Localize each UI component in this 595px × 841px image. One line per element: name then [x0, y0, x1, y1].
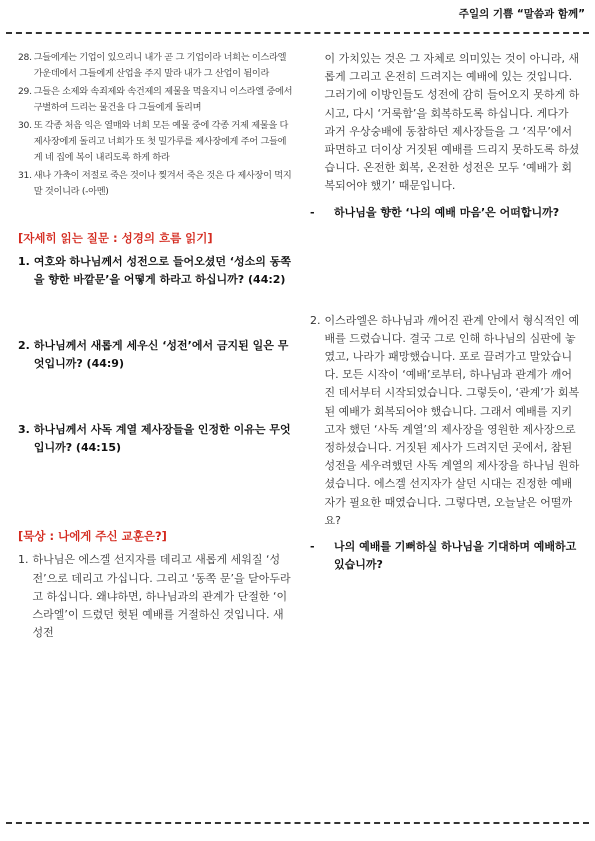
meditation-item-text: 이 가치있는 것은 그 자체로 의미있는 것이 아니라, 새롭게 그리고 온전히 드려지는 예배에 있는 것입니다. 그러기에 이방인들도 성전에 감히 들어오지 못하게 하시고, 다시 ‘거룩함’을 회복하도록 하십니다. 게다가 과거 우상숭배에 동참하던 제사장들을 그 ‘직무’에서 파면하고 더이상 거짓된 예배를 드리지 못하도록 하셨습니다. 온전한 회복, 온전한 성전은 모두 ‘예배가 회복되어야 했기’ 때문입니다. [324, 52, 580, 193]
verse-text: 또 각종 처음 익은 열매와 너희 모든 예물 중에 각종 거제 제물을 다 제사장에게 돌리고 너희가 또 첫 밀가루를 제사장에게 주어 그들에게 네 집에 복이 내리도록 하게 하라 [33, 120, 289, 163]
verse-number: 29. [18, 86, 32, 98]
question-number: 1. [18, 255, 30, 269]
reading-questions-heading: [자세히 읽는 질문 : 성경의 흐름 읽기] [18, 231, 213, 246]
question-number: 2. [18, 339, 30, 353]
question-1 [18, 253, 294, 289]
verse-text: 그들은 소제와 속죄제와 속건제의 제물을 먹을지니 이스라엘 중에서 구별하여 드리는 물건을 다 그들에게 돌리며 [33, 86, 293, 113]
verse-29 [18, 84, 294, 115]
meditation-item-text: 하나님은 에스겔 선지자를 데리고 새롭게 세워질 ‘성전’으로 데리고 가십니다. 그리고 ‘동쪽 문’을 닫아두라고 하십니다. 왜냐하면, 하나님과의 관계가 단절한 ‘이스라엘’이 드렸던 헛된 예배를 거절하신 것입니다. 새 성전 [32, 553, 291, 640]
verse-number: 30. [18, 120, 32, 132]
meditation-item-text: 이스라엘은 하나님과 깨어진 관계 안에서 형식적인 예배를 드렸습니다. 결국 그로 인해 하나님의 심판에 놓였고, 나라가 패망했습니다. 포로 끌려가고 말았습니다. 모든 시작이 ‘예배’로부터, 하나님과 관계가 깨어진 데서부터 시작되었습니다. 그렇듯이, ‘관계’가 회복된 예배가 회복되어야 했습니다. 그래서 예배를 지키고자 했던 ‘사독 계열’의 제사장을 영원한 제사장으로 정하셨습니다. 거짓된 제사가 드려지던 곳에서, 참된 성전을 세우려했던 사독 계열의 제사장을 하나님 원하셨습니다. 에스겔 선지자가 살던 시대는 진정한 예배자가 필요한 때였습니다. 그렇다면, 오늘날은 어떨까요? [324, 313, 580, 527]
meditation-item-1-continued [310, 50, 582, 196]
verse-31 [18, 168, 294, 199]
verse-text: 그들에게는 기업이 있으리니 내가 곧 그 기업이라 너희는 이스라엘 가운데에서 그들에게 산업을 주지 말라 내가 그 산업이 됨이라 [33, 52, 287, 79]
meditation-item-1-start [18, 551, 294, 642]
question-text: 하나님께서 새롭게 세우신 ‘성전’에서 금지된 일은 무엇입니까? (44:9) [33, 339, 289, 371]
meditation-heading: [묵상 : 나에게 주신 교훈은?] [18, 529, 167, 544]
verse-28 [18, 50, 294, 81]
bottom-dashed-rule [6, 822, 589, 824]
verse-number: 31. [18, 170, 32, 182]
verse-30 [18, 118, 294, 165]
header-title: 주일의 기쁨 “말씀과 함께” [458, 8, 585, 20]
right-column [310, 50, 582, 574]
prompt-text: 하나님을 향한 ‘나의 예배 마음’은 어떠합니까? [334, 205, 560, 219]
prompt-text: 나의 예배를 기뻐하실 하나님을 기대하며 예배하고 있습니까? [334, 540, 577, 572]
question-text: 하나님께서 사독 계열 제사장들을 인정한 이유는 무엇입니까? (44:15) [33, 423, 291, 455]
reflection-prompt-1 [310, 204, 582, 222]
meditation-item-number: 1. [18, 553, 29, 567]
question-text: 여호와 하나님께서 성전으로 들어오셨던 ‘성소의 동쪽을 향한 바깥문’을 어떻게 하라고 하십니까? (44:2) [33, 255, 291, 287]
question-3 [18, 421, 294, 457]
question-2 [18, 337, 294, 373]
prompt-dash: - [310, 205, 315, 219]
reflection-prompt-2 [310, 538, 582, 574]
verse-number: 28. [18, 52, 32, 63]
meditation-item-number: 2. [310, 313, 321, 327]
left-column [18, 50, 294, 642]
top-dashed-rule [6, 32, 589, 34]
verse-text: 새나 가축이 저절로 죽은 것이나 찢겨서 죽은 것은 다 제사장이 먹지 말 것이니라 (-아멘) [33, 170, 292, 197]
prompt-dash: - [310, 540, 315, 554]
meditation-item-2 [310, 312, 582, 530]
question-number: 3. [18, 423, 30, 437]
